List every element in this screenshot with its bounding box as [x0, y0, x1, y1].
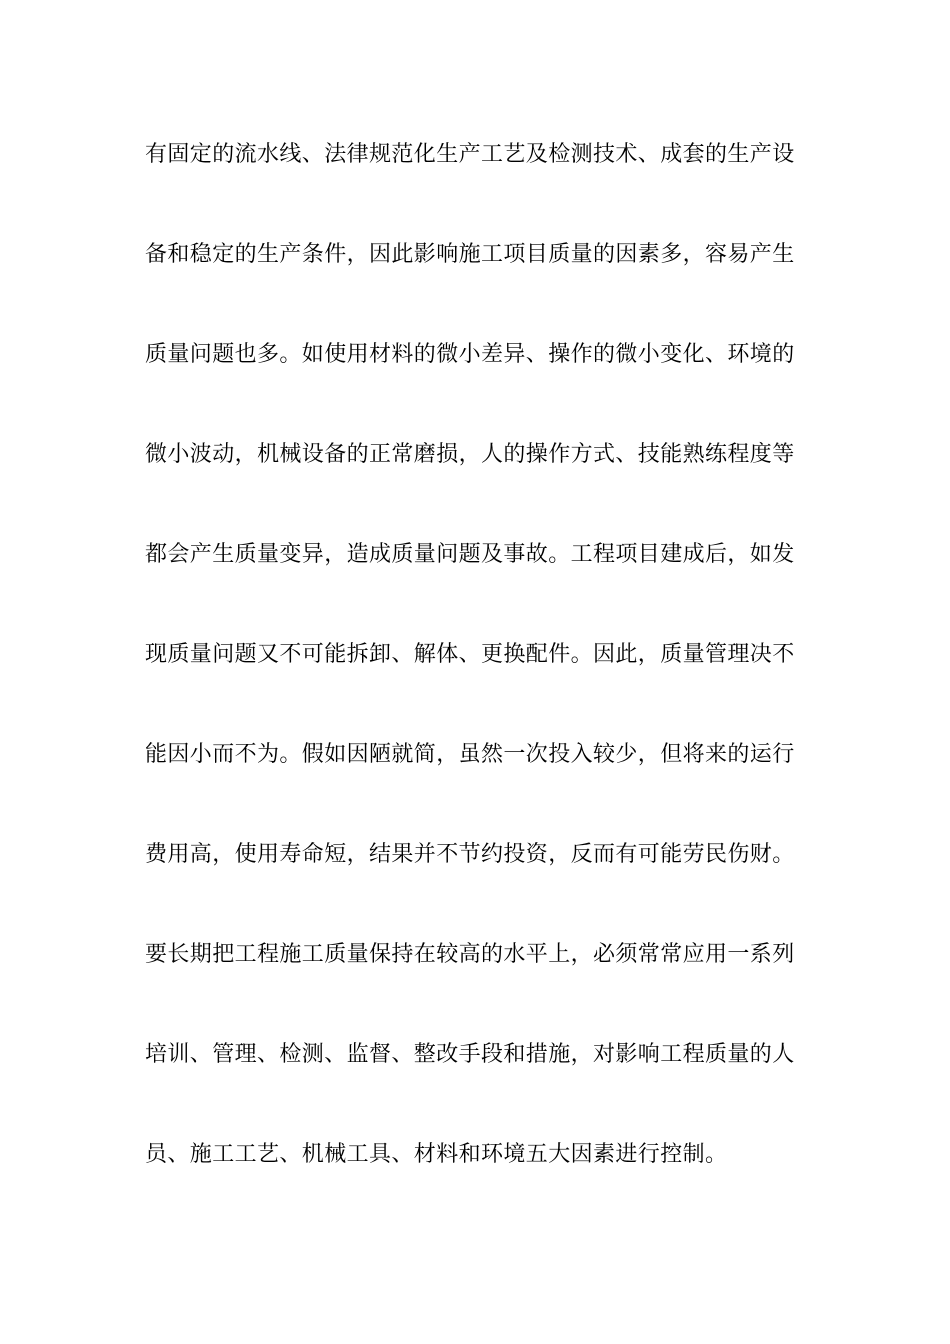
text-line: 能因小而不为。假如因陋就简，虽然一次投入较少，但将来的运行 [145, 742, 795, 767]
body-paragraph [145, 136, 810, 1236]
text-line: 微小波动，机械设备的正常磨损，人的操作方式、技能熟练程度等 [145, 442, 795, 467]
text-line: 质量问题也多。如使用材料的微小差异、操作的微小变化、环境的 [145, 342, 795, 367]
text-line: 员、施工工艺、机械工具、材料和环境五大因素进行控制。 [145, 1142, 728, 1167]
text-line: 费用高，使用寿命短，结果并不节约投资，反而有可能劳民伤财。 [145, 842, 795, 867]
text-line: 有固定的流水线、法律规范化生产工艺及检测技术、成套的生产设 [145, 142, 795, 167]
text-line: 备和稳定的生产条件，因此影响施工项目质量的因素多，容易产生 [145, 242, 795, 267]
text-line: 现质量问题又不可能拆卸、解体、更换配件。因此，质量管理决不 [145, 642, 795, 667]
text-line: 培训、管理、检测、监督、整改手段和措施，对影响工程质量的人 [145, 1042, 795, 1067]
text-line: 要长期把工程施工质量保持在较高的水平上，必须常常应用一系列 [145, 942, 795, 967]
text-line: 都会产生质量变异，造成质量问题及事故。工程项目建成后，如发 [145, 542, 795, 567]
